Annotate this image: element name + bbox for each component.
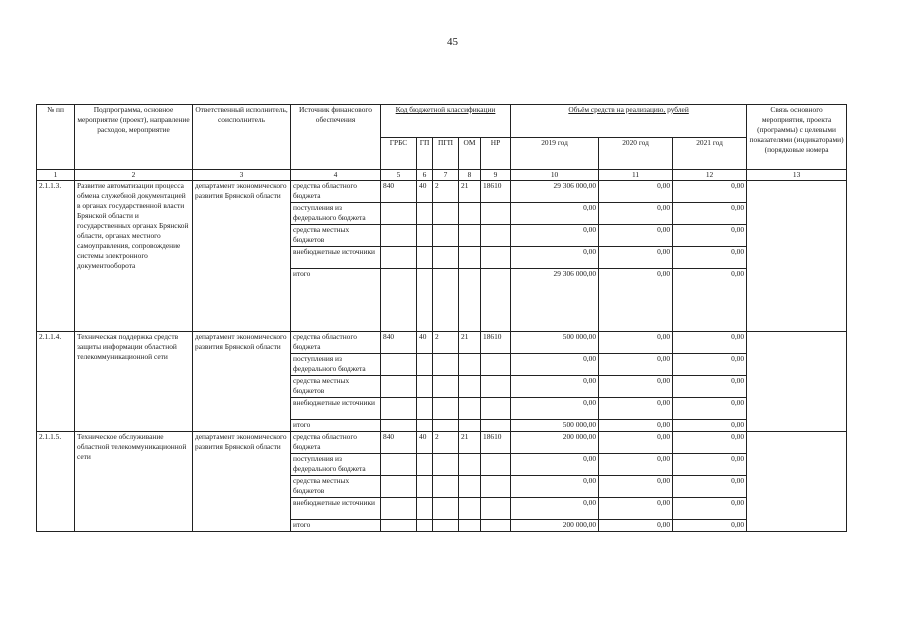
header-col-program: Подпрограмма, основное мероприятие (проект), направление расходов, мероприятие bbox=[75, 105, 193, 170]
source-label: поступления из федерального бюджета bbox=[291, 203, 381, 225]
source-label: поступления из федерального бюджета bbox=[291, 354, 381, 376]
activity-block-2-1-1-4 bbox=[37, 332, 847, 432]
column-number: 10 bbox=[511, 170, 599, 181]
source-label-total: итого bbox=[291, 520, 381, 532]
header-code-om: ОМ bbox=[459, 137, 481, 170]
table-row bbox=[37, 181, 847, 203]
source-label: средства местных бюджетов bbox=[291, 225, 381, 247]
header-code-grbs: ГРБС bbox=[381, 137, 417, 170]
activity-block-2-1-1-5 bbox=[37, 432, 847, 532]
value-2019: 0,00 bbox=[511, 376, 599, 398]
code-grbs: 840 bbox=[381, 332, 417, 354]
value-2019: 0,00 bbox=[511, 398, 599, 420]
header-col-link: Связь основного мероприятия, проекта (программы) с целевыми показателями (индикаторами) (порядковые номера bbox=[747, 105, 847, 170]
header-col-no: № пп bbox=[37, 105, 75, 170]
value-2021: 0,00 bbox=[673, 498, 747, 520]
source-label: внебюджетные источники bbox=[291, 398, 381, 420]
table-header bbox=[37, 105, 847, 181]
value-2019: 0,00 bbox=[511, 498, 599, 520]
value-2020: 0,00 bbox=[599, 354, 673, 376]
value-2021: 0,00 bbox=[673, 203, 747, 225]
code-nr: 18610 bbox=[481, 432, 511, 454]
total-2020: 0,00 bbox=[599, 520, 673, 532]
code-pgp: 2 bbox=[433, 181, 459, 203]
column-number: 3 bbox=[193, 170, 291, 181]
column-number: 12 bbox=[673, 170, 747, 181]
value-2021: 0,00 bbox=[673, 354, 747, 376]
total-2020: 0,00 bbox=[599, 269, 673, 332]
code-gp: 40 bbox=[417, 432, 433, 454]
value-2020: 0,00 bbox=[599, 398, 673, 420]
total-2019: 200 000,00 bbox=[511, 520, 599, 532]
indicator-link bbox=[747, 332, 847, 432]
total-2021: 0,00 bbox=[673, 520, 747, 532]
activity-executor: департамент экономического развития Брянской области bbox=[193, 332, 291, 432]
header-year-2019: 2019 год bbox=[511, 137, 599, 170]
column-number: 9 bbox=[481, 170, 511, 181]
value-2020: 0,00 bbox=[599, 454, 673, 476]
column-number: 2 bbox=[75, 170, 193, 181]
header-year-2020: 2020 год bbox=[599, 137, 673, 170]
value-2019: 0,00 bbox=[511, 203, 599, 225]
column-number: 8 bbox=[459, 170, 481, 181]
value-2020: 0,00 bbox=[599, 332, 673, 354]
value-2020: 0,00 bbox=[599, 432, 673, 454]
header-year-2021: 2021 год bbox=[673, 137, 747, 170]
source-label: внебюджетные источники bbox=[291, 247, 381, 269]
value-2021: 0,00 bbox=[673, 376, 747, 398]
value-2021: 0,00 bbox=[673, 332, 747, 354]
value-2019: 0,00 bbox=[511, 225, 599, 247]
indicator-link bbox=[747, 432, 847, 532]
total-2021: 0,00 bbox=[673, 269, 747, 332]
total-2019: 500 000,00 bbox=[511, 420, 599, 432]
activity-block-2-1-1-3 bbox=[37, 181, 847, 332]
budget-table bbox=[36, 104, 847, 532]
header-budget-code-group: Код бюджетной классификации bbox=[381, 105, 511, 138]
value-2019: 29 306 000,00 bbox=[511, 181, 599, 203]
value-2019: 0,00 bbox=[511, 247, 599, 269]
source-label: средства областного бюджета bbox=[291, 332, 381, 354]
value-2019: 200 000,00 bbox=[511, 432, 599, 454]
header-code-pgp: ПГП bbox=[433, 137, 459, 170]
code-nr: 18610 bbox=[481, 332, 511, 354]
activity-title: Техническое обслуживание областной телекоммуникационной сети bbox=[75, 432, 193, 532]
source-label: средства областного бюджета bbox=[291, 181, 381, 203]
column-number: 4 bbox=[291, 170, 381, 181]
indicator-link bbox=[747, 181, 847, 332]
activity-executor: департамент экономического развития Брянской области bbox=[193, 432, 291, 532]
code-om: 21 bbox=[459, 432, 481, 454]
code-grbs: 840 bbox=[381, 181, 417, 203]
source-label-total: итого bbox=[291, 269, 381, 332]
column-number: 1 bbox=[37, 170, 75, 181]
value-2019: 0,00 bbox=[511, 476, 599, 498]
code-gp: 40 bbox=[417, 181, 433, 203]
page-number: 45 bbox=[447, 36, 458, 48]
value-2021: 0,00 bbox=[673, 181, 747, 203]
total-2021: 0,00 bbox=[673, 420, 747, 432]
activity-title: Развитие автоматизации процесса обмена служебной документацией в органах государственной власти Брянской области и государственных органах Брянской области, органах местного самоуправления, сопровождение системы электронного документооборота bbox=[75, 181, 193, 332]
column-number: 5 bbox=[381, 170, 417, 181]
column-number-row bbox=[37, 170, 847, 181]
activity-number: 2.1.1.4. bbox=[37, 332, 75, 432]
code-pgp: 2 bbox=[433, 432, 459, 454]
column-number: 13 bbox=[747, 170, 847, 181]
value-2021: 0,00 bbox=[673, 476, 747, 498]
source-label: поступления из федерального бюджета bbox=[291, 454, 381, 476]
column-number: 11 bbox=[599, 170, 673, 181]
table-row bbox=[37, 332, 847, 354]
value-2021: 0,00 bbox=[673, 432, 747, 454]
code-pgp: 2 bbox=[433, 332, 459, 354]
column-number: 7 bbox=[433, 170, 459, 181]
value-2021: 0,00 bbox=[673, 454, 747, 476]
value-2020: 0,00 bbox=[599, 225, 673, 247]
source-label: внебюджетные источники bbox=[291, 498, 381, 520]
activity-number: 2.1.1.3. bbox=[37, 181, 75, 332]
header-col-executor: Ответственный исполнитель, соисполнитель bbox=[193, 105, 291, 170]
value-2020: 0,00 bbox=[599, 376, 673, 398]
code-om: 21 bbox=[459, 332, 481, 354]
value-2020: 0,00 bbox=[599, 476, 673, 498]
value-2020: 0,00 bbox=[599, 203, 673, 225]
activity-title: Техническая поддержка средств защиты информации областной телекоммуникационной сети bbox=[75, 332, 193, 432]
column-number: 6 bbox=[417, 170, 433, 181]
header-col-source: Источник финансового обеспечения bbox=[291, 105, 381, 170]
value-2019: 500 000,00 bbox=[511, 332, 599, 354]
value-2019: 0,00 bbox=[511, 454, 599, 476]
value-2021: 0,00 bbox=[673, 247, 747, 269]
activity-executor: департамент экономического развития Брянской области bbox=[193, 181, 291, 332]
code-om: 21 bbox=[459, 181, 481, 203]
source-label: средства местных бюджетов bbox=[291, 376, 381, 398]
value-2020: 0,00 bbox=[599, 247, 673, 269]
activity-number: 2.1.1.5. bbox=[37, 432, 75, 532]
total-2019: 29 306 000,00 bbox=[511, 269, 599, 332]
header-volume-group: Объём средств на реализацию, рублей bbox=[511, 105, 747, 138]
total-2020: 0,00 bbox=[599, 420, 673, 432]
code-grbs: 840 bbox=[381, 432, 417, 454]
source-label: средства областного бюджета bbox=[291, 432, 381, 454]
source-label: средства местных бюджетов bbox=[291, 476, 381, 498]
value-2021: 0,00 bbox=[673, 225, 747, 247]
header-code-nr: НР bbox=[481, 137, 511, 170]
value-2020: 0,00 bbox=[599, 181, 673, 203]
source-label-total: итого bbox=[291, 420, 381, 432]
code-gp: 40 bbox=[417, 332, 433, 354]
header-code-gp: ГП bbox=[417, 137, 433, 170]
value-2019: 0,00 bbox=[511, 354, 599, 376]
value-2021: 0,00 bbox=[673, 398, 747, 420]
value-2020: 0,00 bbox=[599, 498, 673, 520]
table-row bbox=[37, 432, 847, 454]
code-nr: 18610 bbox=[481, 181, 511, 203]
